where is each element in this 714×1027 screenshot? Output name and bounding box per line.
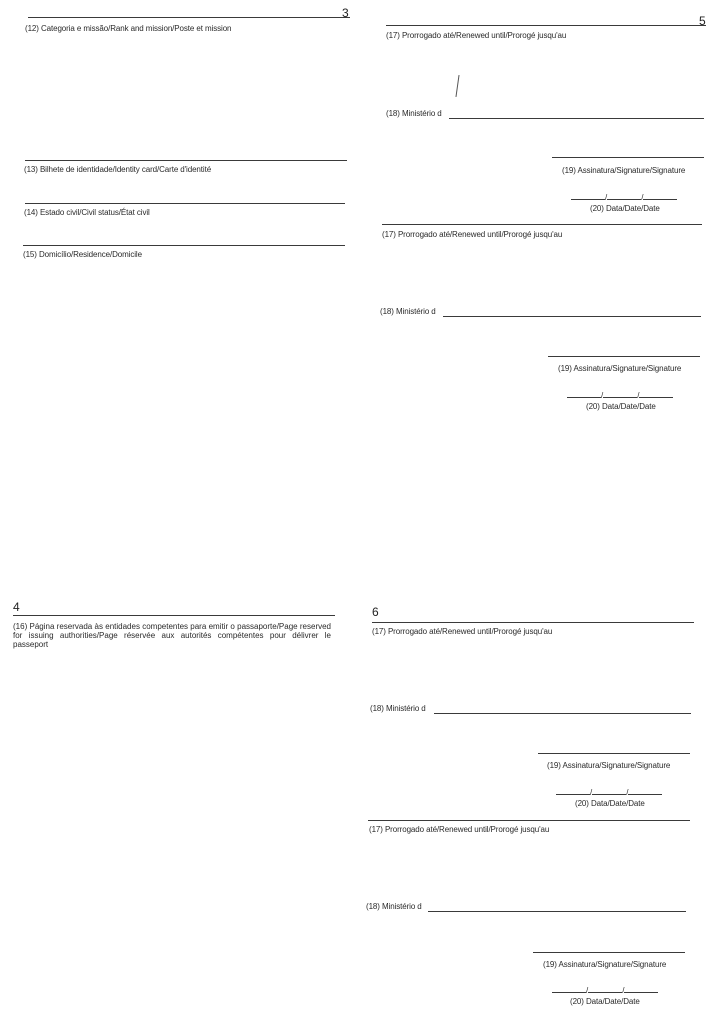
page5-block1-ministry-line	[449, 118, 704, 119]
field-15-residence-label: (15) Domicílio/Residence/Domicile	[23, 250, 142, 259]
page6-block2-signature-label: (19) Assinatura/Signature/Signature	[543, 960, 667, 969]
page6-block2-ministry-line	[428, 911, 686, 912]
field-15-rule	[23, 245, 345, 246]
page5-block2-date-blanks: / /	[567, 390, 673, 401]
field-12-rank-mission-label: (12) Categoria e missão/Rank and mission/Poste et mission	[25, 24, 232, 33]
page5-block2-renewed-until-label: (17) Prorrogado até/Renewed until/Prorogé jusqu'au	[382, 230, 563, 239]
page6-block1-renewed-until-label: (17) Prorrogado até/Renewed until/Prorogé jusqu'au	[372, 627, 553, 636]
field-16-issuing-authority-note: (16) Página reservada às entidades competentes para emitir o passaporte/Page reserved for issuing authorities/Page réservée aux autorités compétentes pour délivrer le passeport	[13, 622, 331, 649]
page5-block2-ministry-line	[443, 316, 701, 317]
page5-block2-signature-line	[548, 356, 700, 357]
field-14-civil-status-label: (14) Estado civil/Civil status/État civil	[24, 208, 150, 217]
page6-block1-date-blanks: / /	[556, 787, 662, 798]
page6-block2-ministry-label: (18) Ministério d	[366, 902, 422, 911]
page5-number: 5	[699, 14, 706, 28]
field-13-rule	[25, 160, 347, 161]
page6-block1-ministry-label: (18) Ministério d	[370, 704, 426, 713]
page5-block2-ministry-label: (18) Ministério d	[380, 307, 436, 316]
page6-block2-date-label: (20) Data/Date/Date	[570, 997, 640, 1006]
page6-top-rule	[372, 622, 694, 623]
page6-block1-ministry-line	[434, 713, 691, 714]
page5-top-rule	[386, 25, 706, 26]
page6-number: 6	[372, 605, 379, 619]
page5-block1-date-blanks: / /	[571, 192, 677, 203]
field-13-identity-card-label: (13) Bilhete de identidade/Identity card/Carte d'identité	[24, 165, 212, 174]
page4-top-rule	[13, 615, 335, 616]
page5-block2-signature-label: (19) Assinatura/Signature/Signature	[558, 364, 682, 373]
page6-block1-date-label: (20) Data/Date/Date	[575, 799, 645, 808]
page6-block2-renewed-until-label: (17) Prorrogado até/Renewed until/Prorogé jusqu'au	[369, 825, 550, 834]
page5-block2-date-label: (20) Data/Date/Date	[586, 402, 656, 411]
page5-block1-ministry-label: (18) Ministério d	[386, 109, 442, 118]
page4-number: 4	[13, 600, 20, 614]
page6-block1-signature-line	[538, 753, 690, 754]
page5-block1-signature-label: (19) Assinatura/Signature/Signature	[562, 166, 686, 175]
page3-number: 3	[342, 6, 349, 20]
page6-block1-signature-label: (19) Assinatura/Signature/Signature	[547, 761, 671, 770]
page5-block1-renewed-until-label: (17) Prorrogado até/Renewed until/Prorogé jusqu'au	[386, 31, 567, 40]
page5-pen-mark	[455, 75, 459, 97]
page5-block1-date-label: (20) Data/Date/Date	[590, 204, 660, 213]
page5-block1-signature-line	[552, 157, 704, 158]
field-14-rule	[25, 203, 345, 204]
page5-block2-rule	[382, 224, 702, 225]
page6-block2-date-blanks: / /	[552, 985, 658, 996]
page6-block2-signature-line	[533, 952, 685, 953]
page3-top-rule	[28, 17, 350, 18]
page6-block2-rule	[368, 820, 690, 821]
